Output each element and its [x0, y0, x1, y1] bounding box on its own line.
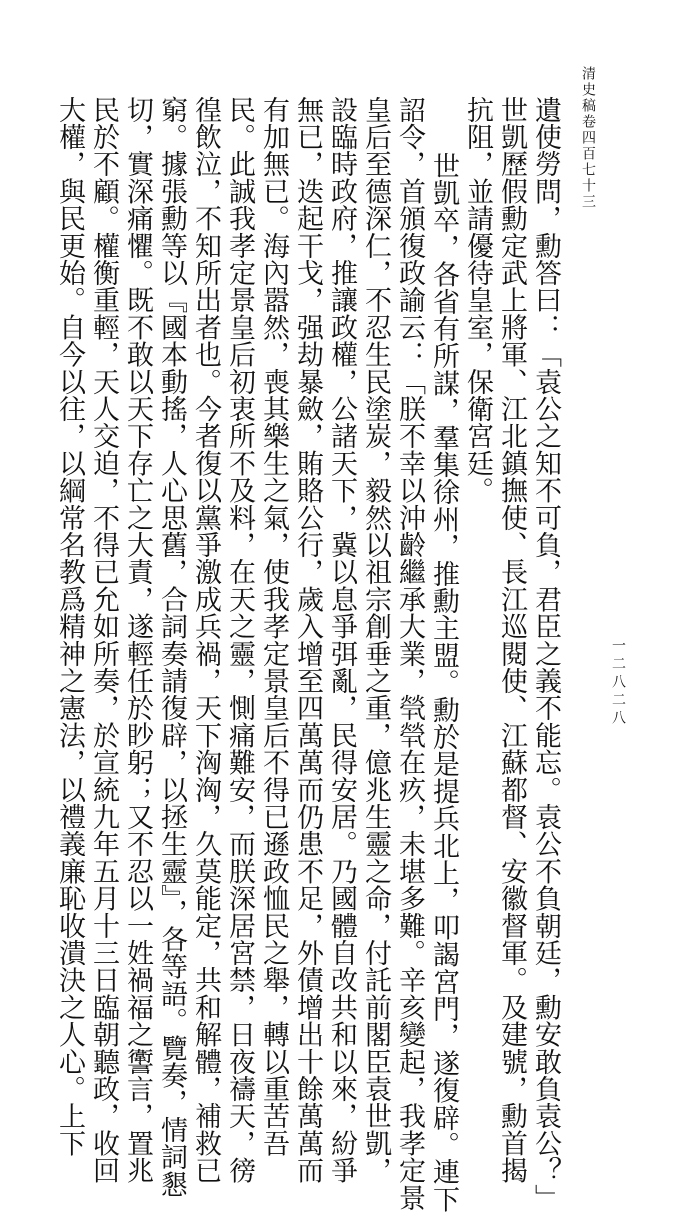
page-number: 一二八二八 [610, 638, 626, 728]
text-column-2: 世凱歷假勳定武上將軍、江北鎮撫使、長江巡閱使、江蘇都督、安徽督軍。及建號，勳首揭 [496, 96, 527, 1184]
text-column-13: 切，實深痛懼。既不敢以天下存亡之大責，遂輕任於眇躬；又不忍以一姓禍福之讆言，置兆 [122, 96, 153, 1184]
text-column-6: 皇后至德深仁，不忍生民塗炭，毅然以祖宗創垂之重，億兆生靈之命，付託前閣臣袁世凱， [360, 96, 391, 1184]
text-column-11: 徨飲泣，不知所出者也。今者復以黨爭激成兵禍，天下洶洶，久莫能定，共和解體，補救已 [190, 96, 221, 1184]
text-column-3: 抗阻，並請優待皇室，保衛宮廷。 [462, 96, 493, 504]
text-column-5: 詔令，首頒復政諭云：「朕不幸以沖齡繼承大業，煢煢在疚，未堪多難。辛亥變起，我孝定景 [394, 96, 425, 1212]
text-column-10: 民。此誠我孝定景皇后初衷所不及料，在天之靈，惻痛難安，而朕深居宮禁，日夜禱天，徬 [224, 96, 255, 1184]
running-header: 清史稿卷四百七十三 [580, 66, 596, 210]
text-column-4: 世凱卒，各省有所謀，羣集徐州，推勳主盟。勳於是提兵北上，叩謁宮門，遂復辟。連下 [428, 152, 459, 1213]
text-column-15: 大權，與民更始。自今以往，以綱常名教爲精神之憲法，以禮義廉恥收潰決之人心。上下 [54, 96, 85, 1157]
text-column-1: 遺使勞問，勳答曰：「袁公之知不可負，君臣之義不能忘。袁公不負朝廷，勳安敢負袁公？」 [530, 96, 561, 1212]
text-column-7: 設臨時政府，推讓政權，公諸天下，冀以息爭弭亂，民得安居。乃國體自改共和以來，紛爭 [326, 96, 357, 1184]
text-column-12: 窮。據張勳等以『國本動搖，人心思舊，合詞奏請復辟，以拯生靈』，各等語。覽奏，情詞懇 [156, 96, 187, 1198]
text-column-8: 無已，迭起干戈，强劫暴斂，賄賂公行，歲入增至四萬萬而仍患不足，外債增出十餘萬萬而 [292, 96, 323, 1184]
text-column-9: 有加無已。海內嚣然，喪其樂生之氣，使我孝定景皇后不得已遜政恤民之舉，轉以重苦吾 [258, 96, 289, 1157]
text-column-14: 民於不顧。權衡重輕，天人交迫，不得已允如所奏，於宣統九年五月十三日臨朝聽政，收回 [88, 96, 119, 1184]
